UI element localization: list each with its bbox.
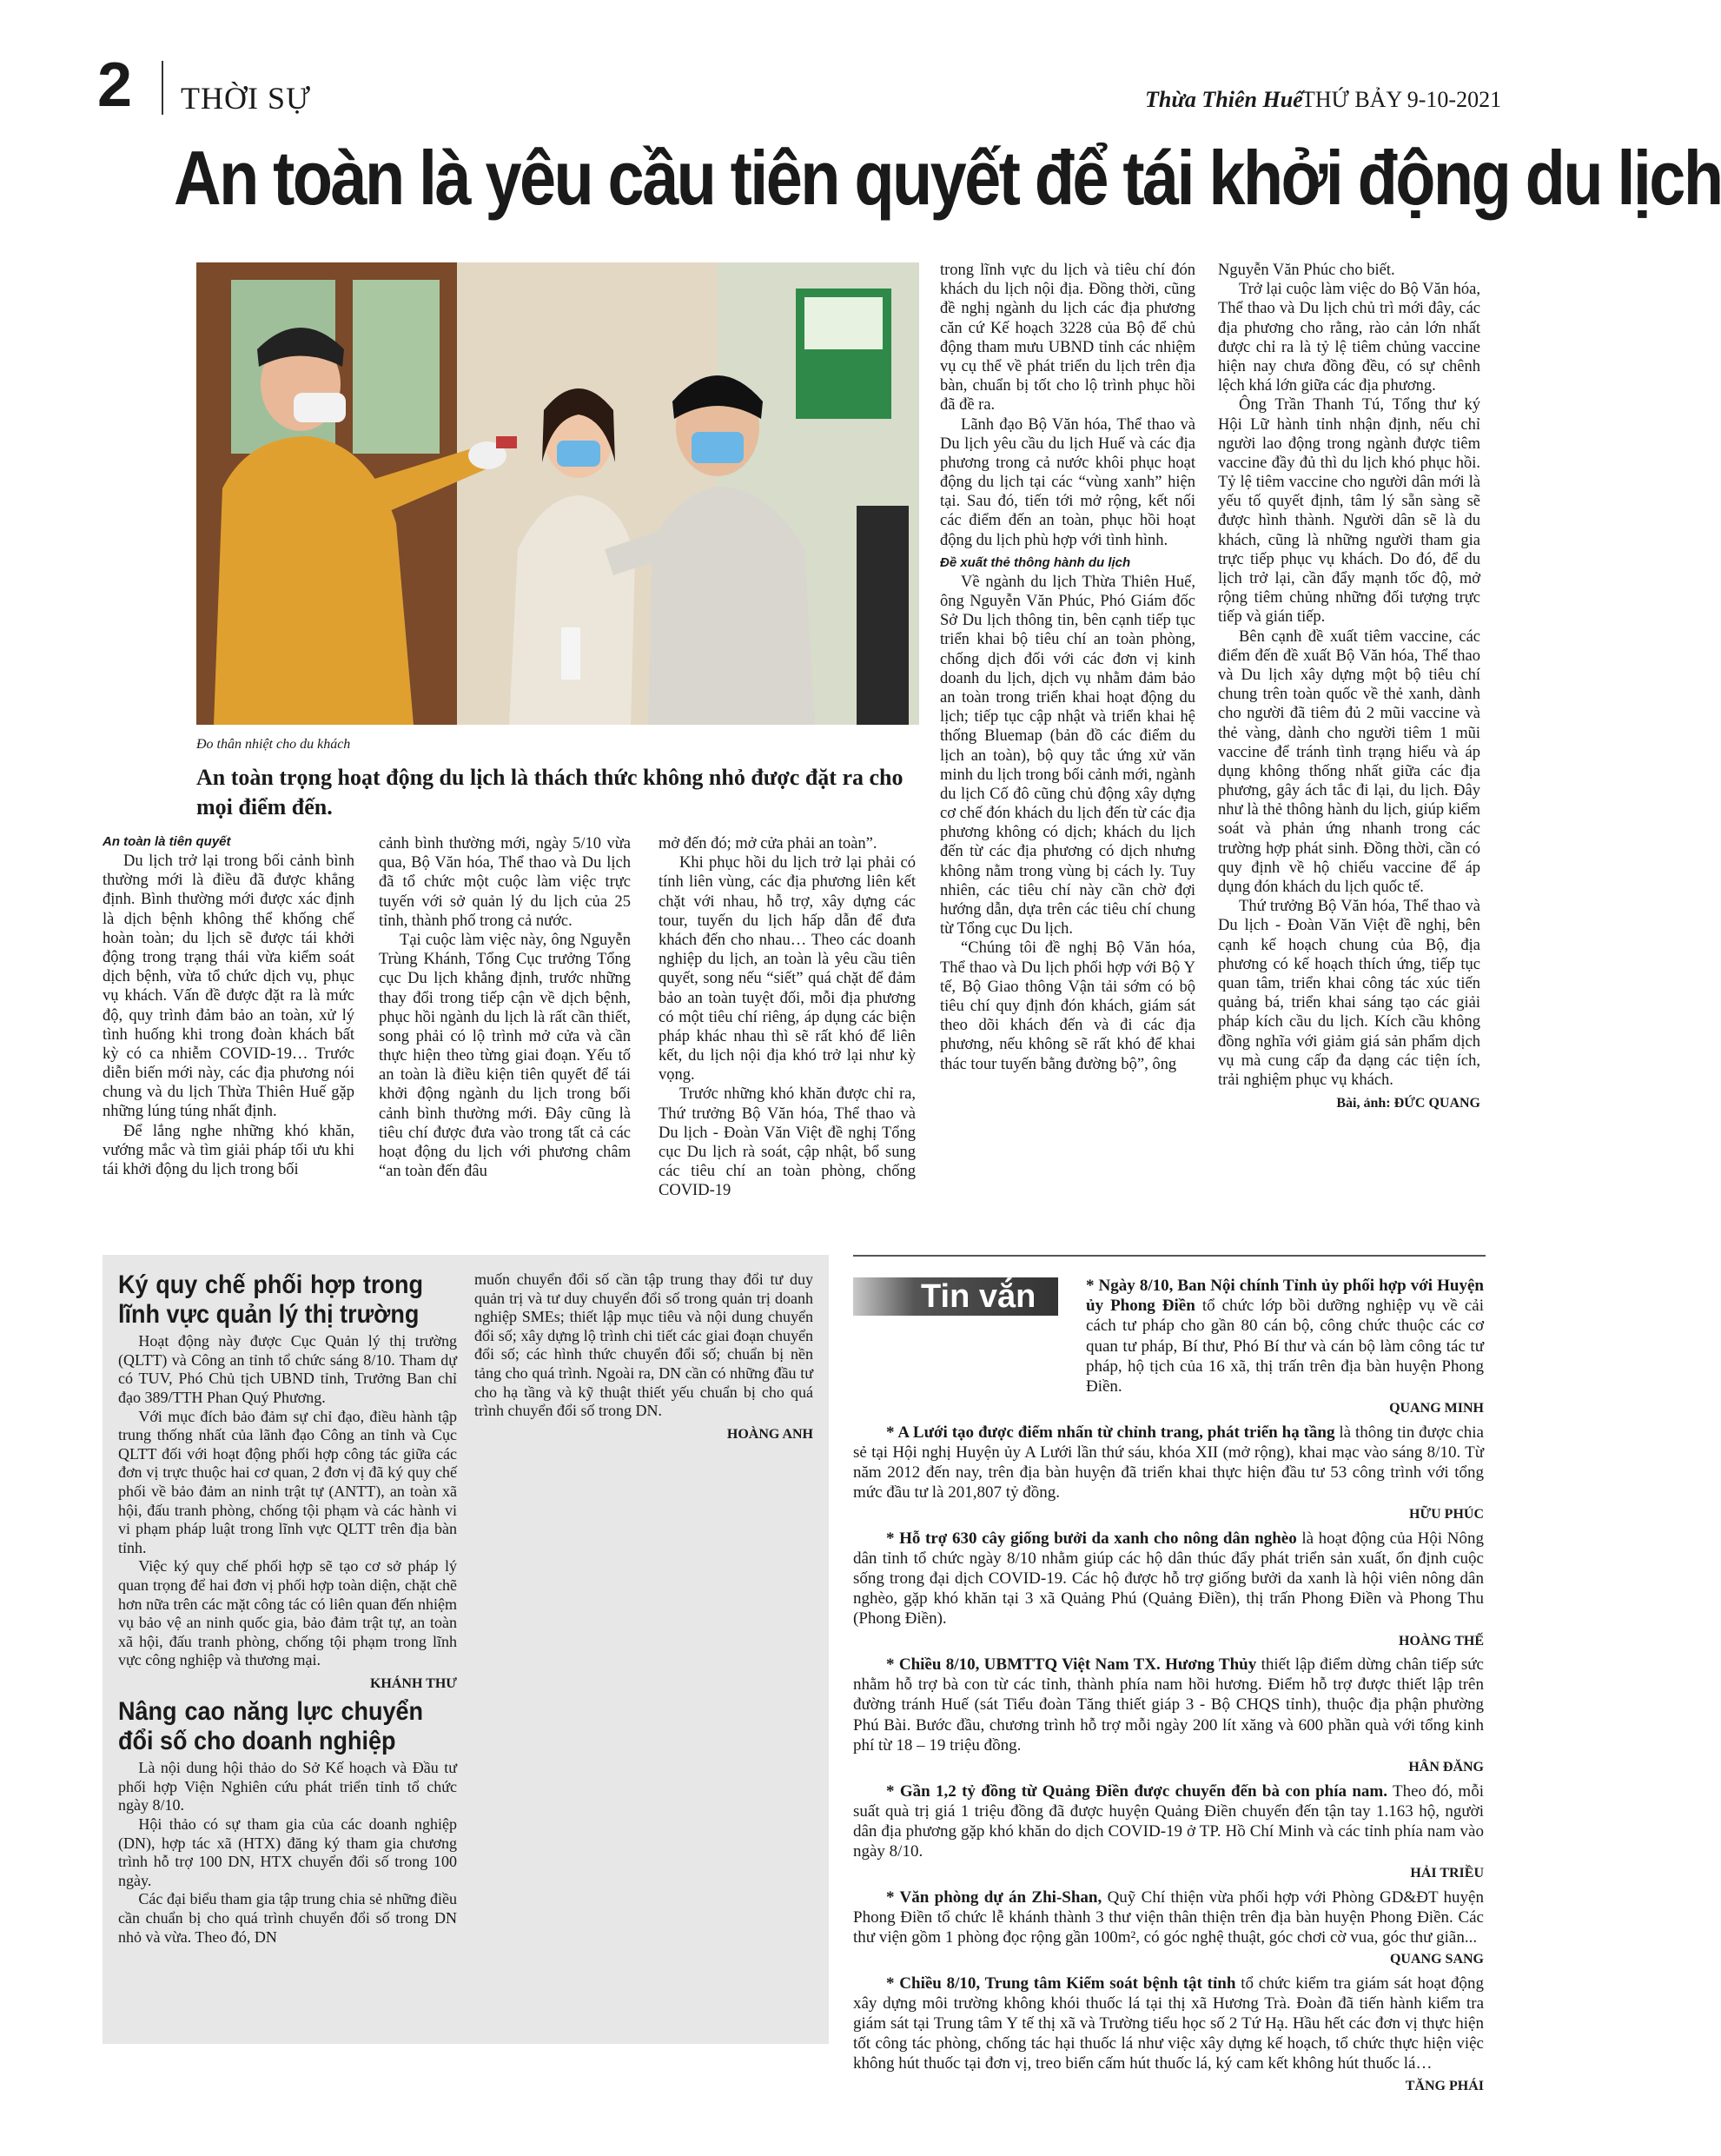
tin-van-byline: HOÀNG THẾ	[1399, 1633, 1484, 1649]
tin-van-byline: TĂNG PHÁI	[1405, 2078, 1484, 2093]
box-column-2	[474, 1270, 813, 1443]
article-paragraph: cảnh bình thường mới, ngày 5/10 vừa qua, Bộ Văn hóa, Thể thao và Du lịch đã tổ chức một cuộc làm việc trực tuyến với sở quản lý du lịch của 25 tỉnh, thành phố trong cả nước.	[379, 835, 631, 930]
newspaper-name: Thừa Thiên Huế	[1145, 87, 1303, 112]
article-paragraph: Bên cạnh đề xuất tiêm vaccine, các điểm đến đề xuất Bộ Văn hóa, Thể thao và Du lịch xây dựng một bộ tiêu chí chung trên toàn quốc về thẻ xanh, dành cho người đã tiêm đủ 2 mũi vaccine và thẻ vàng, dành cho người tiêm 1 mũi vaccine để tránh tình trạng hiểu và áp dụng không thống nhất giữa các địa phương, gây ách tắc đi lại, du lịch. Đây như là thẻ thông hành du lịch, giúp kiểm soát và phản ứng nhanh trong các trường hợp phát sinh. Đồng thời, cần có quy định về hộ chiếu vaccine để áp dụng đón khách du lịch quốc tế.	[1218, 627, 1480, 896]
box-paragraph: Là nội dung hội thảo do Sở Kế hoạch và Đầu tư phối hợp Viện Nghiên cứu phát triển tỉnh tổ chức ngày 8/10.	[118, 1759, 457, 1814]
header-divider	[162, 61, 163, 115]
article-paragraph: Tại cuộc làm việc này, ông Nguyễn Trùng Khánh, Tổng Cục trưởng Tổng cục Du lịch khẳng định, trước những thay đổi trong tiếp cận về dịch bệnh, phục hồi ngành du lịch là rất cần thiết, song phải có lộ trình mở cửa và cần thực hiện theo từng giai đoạn. Yếu tố an toàn là điều kiện tiên quyết để tái khởi động ngành du lịch trong bối cảnh bình thường mới. Đây cũng là tiêu chí được đưa vào trong tất cả các hoạt động du lịch với phương châm “an toàn đến đâu	[379, 931, 631, 1181]
article-paragraph: Trở lại cuộc làm việc do Bộ Văn hóa, Thể thao và Du lịch chủ trì mới đây, các địa phương cho rằng, rào cản lớn nhất được chỉ ra là tỷ lệ tiêm chủng vaccine hiện nay chưa đồng đều, có sự chênh lệch khá lớn giữa các địa phương.	[1218, 281, 1480, 395]
tin-van-byline: QUANG MINH	[1389, 1401, 1484, 1416]
article-paragraph: Về ngành du lịch Thừa Thiên Huế, ông Nguyễn Văn Phúc, Phó Giám đốc Sở Du lịch thông tin, bên cạnh tiếp tục triển khai bộ tiêu chí an toàn phòng, chống dịch đối với các đơn vị kinh doanh du lịch, dịch vụ nhằm đảm bảo an toàn trong triển khai hoạt động du lịch; tiếp tục cập nhật và triển khai hệ thống Bluemap (bản đồ các điểm du lịch an toàn), bộ quy tắc ứng xử văn minh du lịch trong bối cảnh mới, ngành du lịch Cố đô cũng chủ động xây dựng cơ chế đón khách du lịch đến từ các địa phương không có dịch; khách du lịch đến từ các địa phương có dịch nhưng không nằm trong vùng bị cách ly. Tuy nhiên, các tiêu chí này cần chờ đợi hướng dẫn, dựa trên các tiêu chí chung từ Tổng cục Du lịch.	[940, 573, 1195, 939]
tin-van-item: * Hỗ trợ 630 cây giống bưởi da xanh cho nông dân nghèo là hoạt động của Hội Nông dân tỉnh tổ chức ngày 8/10 nhằm giúp các hộ dân thúc đẩy phát triển sản xuất, ổn định cuộc sống trong đại dịch COVID-19. Các hộ được hỗ trợ giống bưởi da xanh là hội viên nông dân nghèo, gặp khó khăn tại 3 xã Quảng Phú (Quảng Điền), thị trấn Phong Điền và Phong Thu (Phong Điền).	[853, 1529, 1484, 1629]
tin-van-list	[853, 1276, 1484, 2100]
article-paragraph: trong lĩnh vực du lịch và tiêu chí đón khách du lịch nội địa. Đồng thời, cũng đề nghị ngành du lịch các địa phương căn cứ Kế hoạch 3228 của Bộ để chủ động tham mưu UBND tỉnh các nhiệm vụ cụ thể về phát triển du lịch trên địa bàn, chuẩn bị tốt cho lộ trình phục hồi đã đề ra.	[940, 262, 1195, 415]
tin-van-byline: HÂN ĐĂNG	[1408, 1759, 1484, 1775]
article-column-5	[1218, 261, 1480, 1111]
tin-van-item: * Văn phòng dự án Zhi-Shan, Quỹ Chí thiện vừa phối hợp với Phòng GD&ĐT huyện Phong Điền tổ chức lễ khánh thành 3 thư viện thân thiện trên địa bàn huyện Phong Điền. Các thư viện gồm 1 phòng đọc rộng gần 100m², có góc nghệ thuật, góc chơi cờ vua, góc thư giãn...	[853, 1887, 1484, 1947]
box2-title: Nâng cao năng lực chuyển đổi số cho doanh nghiệp	[118, 1697, 423, 1755]
tin-van-item: * Chiều 8/10, Trung tâm Kiểm soát bệnh tật tỉnh tổ chức kiểm tra giám sát hoạt động xây dựng môi trường không khói thuốc lá tại thị xã Hương Trà. Đoàn đã tiến hành kiểm tra giám sát tại Trung tâm Y tế thị xã và Trường tiểu học số 2 Tứ Hạ. Hầu hết các đơn vị thực hiện tốt công tác phòng, chống tác hại thuốc lá như việc xây dựng kế hoạch, tổ chức thực hiện việc không hút thuốc tại đơn vị, treo biển cấm hút thuốc lá, ký cam kết không hút thuốc lá…	[853, 1974, 1484, 2073]
tin-van-label: Tin vắn	[921, 1278, 1036, 1315]
article-paragraph: mở đến đó; mở cửa phải an toàn”.	[659, 835, 877, 852]
box-column-1	[118, 1270, 457, 1947]
tin-van-byline: HỮU PHÚC	[1408, 1507, 1484, 1522]
tin-van-rule	[853, 1255, 1486, 1257]
tin-van-item: * Gần 1,2 tỷ đồng từ Quảng Điền được chuyển đến bà con phía nam. Theo đó, mỗi suất quà trị giá 1 triệu đồng đã được huyện Quảng Điền chuyển đến tận tay 1.163 hộ, người dân địa phương gặp khó khăn do dịch COVID-19 ở TP. Hồ Chí Minh và các tỉnh phía nam vào ngày 8/10.	[853, 1781, 1484, 1861]
page-number: 2	[97, 50, 133, 120]
box2-byline: HOÀNG ANH	[726, 1426, 813, 1442]
article-column-2	[379, 834, 631, 1181]
box-paragraph: muốn chuyển đổi số cần tập trung thay đổi tư duy quản trị và tư duy chuyển đổi số trong quản trị doanh nghiệp SMEs; thiết lập mục tiêu và nội dung chuyển đổi số; xây dựng lộ trình chi tiết các giai đoạn chuyển đổi số; các hình thức chuyển đổi số; chuẩn bị nền tảng cho quá trình. Ngoài ra, DN cần có những đầu tư cho hạ tầng và kỹ thuật thiết yếu chuẩn bị cho quá trình chuyển đổi số trong DN.	[474, 1270, 813, 1420]
box1-title: Ký quy chế phối hợp trong lĩnh vực quản lý thị trường	[118, 1270, 423, 1329]
issue-date: THỨ BẢY 9-10-2021	[1301, 87, 1502, 112]
box-paragraph: Hoạt động này được Cục Quản lý thị trường (QLTT) và Công an tỉnh tổ chức sáng 8/10. Tham dự có TUV, Phó Chủ tịch UBND tỉnh, Trưởng Ban chỉ đạo 389/TTH Phan Quý Phương.	[118, 1332, 457, 1406]
box-paragraph: Hội thảo có sự tham gia của các doanh nghiệp (DN), hợp tác xã (HTX) đăng ký tham gia chương trình hỗ trợ 100 DN, HTX chuyển đổi số trong 100 ngày.	[118, 1815, 457, 1889]
photo-illustration	[196, 262, 919, 725]
subheading-travel-pass: Đề xuất thẻ thông hành du lịch	[940, 554, 1131, 570]
tin-van-item: * Chiều 8/10, UBMTTQ Việt Nam TX. Hương Thủy thiết lập điểm dừng chân tiếp sức nhằm hỗ trợ bà con từ các tỉnh, thành phía nam hồi hương. Điểm hỗ trợ được thiết lập trên đường tránh Huế (sát Tiểu đoàn Tăng thiết giáp 3 - Bộ CHQS tỉnh), thuộc địa phận phường Phú Bài. Bước đầu, chương trình hỗ trợ mỗi ngày 200 lít xăng và 600 phần quà với tổng kinh phí từ 18 – 19 triệu đồng.	[853, 1655, 1484, 1755]
article-column-4	[940, 261, 1195, 1074]
news-photo	[196, 262, 919, 725]
article-column-1	[103, 834, 354, 1179]
article-column-3	[659, 834, 916, 1201]
article-paragraph: Ông Trần Thanh Tú, Tổng thư ký Hội Lữ hành tỉnh nhận định, nếu chỉ người lao động trong ngành được tiêm vaccine đầy đủ thì du lịch khó phục hồi. Tỷ lệ tiêm vaccine cho người dân mới là yếu tố quyết định, tâm lý sẵn sàng sẽ được hình thành. Người dân sẽ là du khách, cũng là những người tham gia trực tiếp phục vụ khách. Do đó, để du lịch trở lại, cần đẩy mạnh tốc độ, mở rộng tiêm chủng những đối tượng trực tiếp và gián tiếp.	[1218, 396, 1480, 627]
article-paragraph: Nguyễn Văn Phúc cho biết.	[1218, 262, 1395, 279]
article-paragraph: Khi phục hồi du lịch trở lại phải có tính liên vùng, các địa phương liên kết chặt với nhau, hỗ trợ, xây dựng các tour, tuyến du lịch hấp dẫn để đưa khách đến cho nhau… Theo các doanh nghiệp du lịch, an toàn là yêu cầu tiên quyết, song nếu “siết” quá chặt để đảm bảo an toàn tuyệt đối, mỗi địa phương có một tiêu chí riêng, áp dụng các biện pháp khác nhau thì sẽ rất khó để liên kết, du lịch nội địa khó trở lại như kỳ vọng.	[659, 854, 916, 1085]
tin-van-byline: QUANG SANG	[1389, 1952, 1484, 1967]
box-paragraph: Các đại biểu tham gia tập trung chia sẻ những điều cần chuẩn bị cho quá trình chuyển đổi số trong DN nhỏ và vừa. Theo đó, DN	[118, 1890, 457, 1946]
article-paragraph: Trước những khó khăn được chỉ ra, Thứ trưởng Bộ Văn hóa, Thể thao và Du lịch - Đoàn Văn Việt đề nghị Tổng cục Du lịch rà soát, cập nhật, bổ sung các tiêu chí an toàn phòng, chống COVID-19	[659, 1085, 916, 1200]
box-paragraph: Việc ký quy chế phối hợp sẽ tạo cơ sở pháp lý quan trọng để hai đơn vị phối hợp toàn diện, chặt chẽ hơn nữa trên các mặt công tác có liên quan đến nhiệm vụ bảo vệ an ninh quốc gia, bảo đảm trật tự, an toàn xã hội, đấu tranh phòng, chống tội phạm trong lĩnh vực công nghiệp và thương mại.	[118, 1557, 457, 1669]
lead-paragraph: An toàn trọng hoạt động du lịch là thách thức không nhỏ được đặt ra cho mọi điểm đến.	[196, 765, 904, 819]
tin-van-byline: HẢI TRIỀU	[1410, 1866, 1484, 1881]
photo-caption: Đo thân nhiệt cho du khách	[196, 737, 351, 752]
subheading-safety: An toàn là tiên quyết	[103, 834, 231, 849]
box1-byline: KHÁNH THƯ	[369, 1675, 457, 1691]
tin-van-item: * A Lưới tạo được điểm nhấn từ chỉnh trang, phát triển hạ tầng là thông tin được chia sẻ tại Hội nghị Huyện ủy A Lưới lần thứ sáu, khóa XII (mở rộng), khai mạc vào sáng 8/10. Từ năm 2012 đến nay, trên địa bàn huyện đã triển khai thực hiện đầu tư 53 công trình với tổng mức đầu tư là 201,807 tỷ đồng.	[853, 1423, 1484, 1503]
article-paragraph: “Chúng tôi đề nghị Bộ Văn hóa, Thể thao và Du lịch phối hợp với Bộ Y tế, Bộ Giao thông Vận tải sớm có bộ tiêu chí quy định đón khách, giám sát theo dõi khách đến và đi các địa phương, nếu không sẽ rất khó để khai thác tour tuyến bằng đường bộ”, ông	[940, 939, 1195, 1073]
article-paragraph: Để lắng nghe những khó khăn, vướng mắc và tìm giải pháp tối ưu khi tái khởi động du lịch trong bối	[103, 1122, 354, 1178]
article-byline: Bài, ảnh: ĐỨC QUANG	[1336, 1096, 1480, 1111]
headline: An toàn là yêu cầu tiên quyết để tái khởi động du lịch	[174, 135, 1721, 221]
article-paragraph: Du lịch trở lại trong bối cảnh bình thường mới là điều đã được khẳng định. Bình thường mới được xác định là dịch bệnh không thể khống chế hoàn toàn; du lịch sẽ được tái khởi động trong trạng thái vừa kiểm soát dịch bệnh, vừa tổ chức dịch vụ, phục vụ khách. Vấn đề được đặt ra là mức độ, quy trình đảm bảo an toàn, xử lý tình huống khi trong đoàn khách bất kỳ có ca nhiễm COVID-19… Trước diễn biến mới này, các địa phương nói chung và du lịch Thừa Thiên Huế gặp những lúng túng nhất định.	[103, 852, 354, 1121]
section-title: THỜI SỰ	[181, 81, 311, 116]
box-paragraph: Với mục đích bảo đảm sự chỉ đạo, điều hành tập trung thống nhất của lãnh đạo Công an tỉnh và Cục QLTT đối với hoạt động phối hợp công tác giữa các đơn vị trực thuộc hai cơ quan, 2 đơn vị đã ký quy chế phối về bảo đảm an ninh trật tự (ANTT), an toàn xã hội, đấu tranh phòng, chống tội phạm và các hành vi vi phạm pháp luật trong lĩnh vực QLTT trên địa bàn tỉnh.	[118, 1407, 457, 1556]
article-paragraph: Lãnh đạo Bộ Văn hóa, Thể thao và Du lịch yêu cầu du lịch Huế và các địa phương trong cả nước khôi phục hoạt động du lịch tại các “vùng xanh” hiện tại. Sau đó, tiến tới mở rộng, kết nối các điểm đến an toàn, phục hồi hoạt động du lịch phù hợp với tình hình.	[940, 415, 1195, 549]
article-paragraph: Thứ trưởng Bộ Văn hóa, Thể thao và Du lịch - Đoàn Văn Việt đề nghị, bên cạnh kế hoạch chung của Bộ, địa phương có kế hoạch thích ứng, tiếp tục quan tâm, triển khai công tác xúc tiến quảng bá, triển khai sáng tạo các giải pháp kích cầu du lịch. Kích cầu không đồng nghĩa với giảm giá sản phẩm dịch vụ mà cung cấp đa dạng các tiện ích, trải nghiệm phục vụ khách.	[1218, 898, 1480, 1089]
tin-van-item: * Ngày 8/10, Ban Nội chính Tỉnh ủy phối hợp với Huyện ủy Phong Điền tổ chức lớp bồi dưỡng nghiệp vụ về cải cách tư pháp cho gần 80 cán bộ, công chức thuộc các cơ quan tư pháp, Bí thư, Phó Bí thư và cán bộ làm công tác tư pháp, hộ tịch của 16 xã, thị trấn trên địa bàn huyện Phong Điền.	[1086, 1277, 1484, 1396]
